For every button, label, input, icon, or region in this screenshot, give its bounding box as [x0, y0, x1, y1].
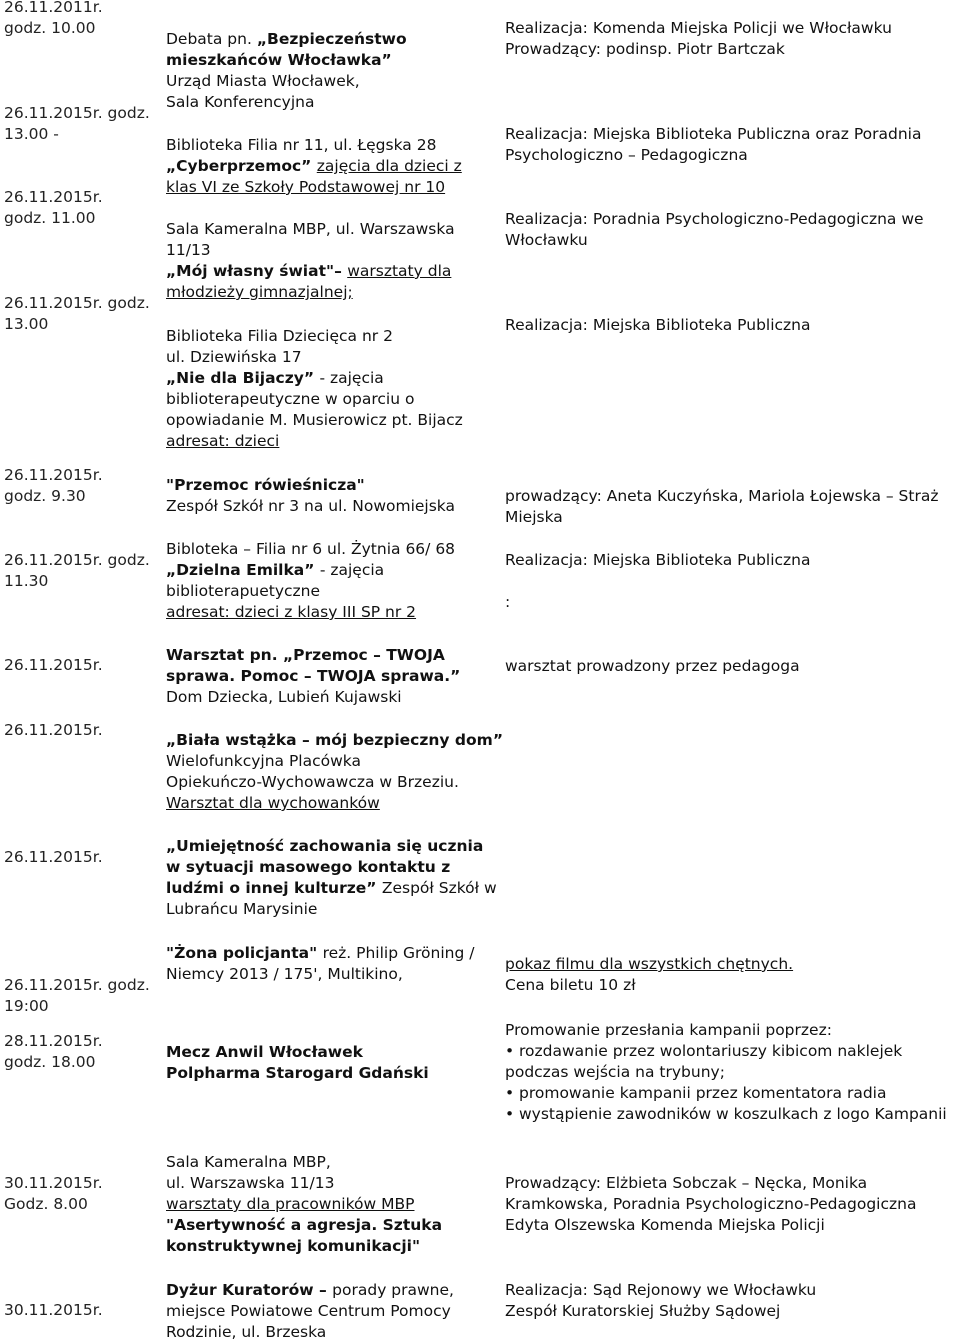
- row-9-event: „Umiejętność zachowania się ucznia w sytuacji masowego kontaktu z ludźmi o innej kulturze” Zespół Szkół w Lubrańcu Marysinie: [166, 837, 497, 918]
- row-1-details: Realizacja: Komenda Miejska Policji we Włocławku Prowadzący: podinsp. Piotr Bartczak: [505, 19, 892, 58]
- row-11-date: 28.11.2015r. godz. 18.00: [4, 1032, 103, 1071]
- row-2-event: Biblioteka Filia nr 11, ul. Łęgska 28 „Cyberprzemoc” zajęcia dla dzieci z klas VI ze Szkoły Podstawowej nr 10: [166, 136, 462, 196]
- row-4-date: 26.11.2015r. godz. 13.00: [4, 294, 150, 333]
- row-11-details: Promowanie przesłania kampanii poprzez: • rozdawanie przez wolontariuszy kibicom naklejek podczas wejścia na trybuny; • promowanie kampanii przez komentatora radia • wystąpienie zawodników w koszulkach z logo Kampanii: [505, 1020, 960, 1125]
- row-1-date: 26.11.2011r. godz. 10.00: [4, 0, 103, 37]
- row-3-event: Sala Kameralna MBP, ul. Warszawska 11/13 „Mój własny świat"– warsztaty dla młodzieży gimnazjalnej;: [166, 220, 455, 301]
- row-12-event: Sala Kameralna MBP, ul. Warszawska 11/13 warsztaty dla pracowników MBP "Asertywność a agresja. Sztuka konstruktywnej komunikacji": [166, 1153, 443, 1255]
- row-13-event: Dyżur Kuratorów – porady prawne, miejsce Powiatowe Centrum Pomocy Rodzinie, ul. Brzeska: [166, 1281, 454, 1341]
- row-13-date: 30.11.2015r.: [4, 1301, 103, 1319]
- row-7-details: warsztat prowadzony przez pedagoga: [505, 657, 800, 675]
- row-5-event: "Przemoc rówieśnicza" Zespół Szkół nr 3 na ul. Nowomiejska: [166, 476, 456, 515]
- row-9-date: 26.11.2015r.: [4, 848, 103, 866]
- row-8-event: „Biała wstążka – mój bezpieczny dom” Wielofunkcyjna Placówka Opiekuńczo-Wychowawcza w Brzeziu. Warsztat dla wychowanków: [166, 731, 504, 812]
- row-13-details: Realizacja: Sąd Rejonowy we Włocławku Zespół Kuratorskiej Służby Sądowej: [505, 1281, 817, 1320]
- row-10-details: pokaz filmu dla wszystkich chętnych. Cena biletu 10 zł: [505, 955, 794, 994]
- list-item: • promowanie kampanii przez komentatora radia: [505, 1083, 960, 1104]
- row-2-details: Realizacja: Miejska Biblioteka Publiczna oraz Poradnia Psychologiczno – Pedagogiczna: [505, 125, 922, 164]
- row-12-date: 30.11.2015r. Godz. 8.00: [4, 1174, 103, 1213]
- row-5-details: prowadzący: Aneta Kuczyńska, Mariola Łojewska – Straż Miejska: [505, 487, 939, 526]
- list-item: podczas wejścia na trybuny;: [505, 1063, 725, 1081]
- row-7-date: 26.11.2015r.: [4, 656, 103, 674]
- row-5-date: 26.11.2015r. godz. 9.30: [4, 466, 103, 505]
- row-6-event: Bibloteka – Filia nr 6 ul. Żytnia 66/ 68 „Dzielna Emilka” - zajęcia biblioterapuetyczne adresat: dzieci z klasy III SP nr 2: [166, 540, 456, 621]
- row-6-date: 26.11.2015r. godz. 11.30: [4, 551, 150, 590]
- row-1-event: Debata pn. „Bezpieczeństwo mieszkańców Włocławka” Urząd Miasta Włocławek, Sala Konferencyjna: [166, 30, 407, 111]
- row-3-details: Realizacja: Poradnia Psychologiczno-Pedagogiczna we Włocławku: [505, 210, 924, 249]
- row-2-date: 26.11.2015r. godz. 13.00 -: [4, 104, 150, 143]
- row-10-event: "Żona policjanta" reż. Philip Gröning / Niemcy 2013 / 175', Multikino,: [166, 944, 475, 983]
- list-item: • rozdawanie przez wolontariuszy kibicom naklejek: [505, 1041, 960, 1062]
- row-3-date: 26.11.2015r. godz. 11.00: [4, 188, 103, 227]
- row-7-event: Warsztat pn. „Przemoc – TWOJA sprawa. Pomoc – TWOJA sprawa.” Dom Dziecka, Lubień Kujawski: [166, 646, 461, 706]
- campaign-promo-list: [505, 1041, 960, 1125]
- list-item: • wystąpienie zawodników w koszulkach z logo Kampanii: [505, 1104, 960, 1125]
- row-8-date: 26.11.2015r.: [4, 721, 103, 739]
- row-11-event: Mecz Anwil Włocławek Polpharma Starogard Gdański: [166, 1043, 429, 1082]
- row-12-details: Prowadzący: Elżbieta Sobczak – Nęcka, Monika Kramkowska, Poradnia Psychologiczno-Pedagogiczna Edyta Olszewska Komenda Miejska Policji: [505, 1174, 917, 1234]
- row-4-event: Biblioteka Filia Dziecięca nr 2 ul. Dziewińska 17 „Nie dla Bijaczy” - zajęcia biblioterapeutyczne w oparciu o opowiadanie M. Musierowicz pt. Bijacz adresat: dzieci: [166, 327, 463, 450]
- row-4-details: Realizacja: Miejska Biblioteka Publiczna: [505, 316, 811, 334]
- row-6-details: Realizacja: Miejska Biblioteka Publiczna :: [505, 551, 811, 611]
- row-10-date: 26.11.2015r. godz. 19:00: [4, 976, 150, 1015]
